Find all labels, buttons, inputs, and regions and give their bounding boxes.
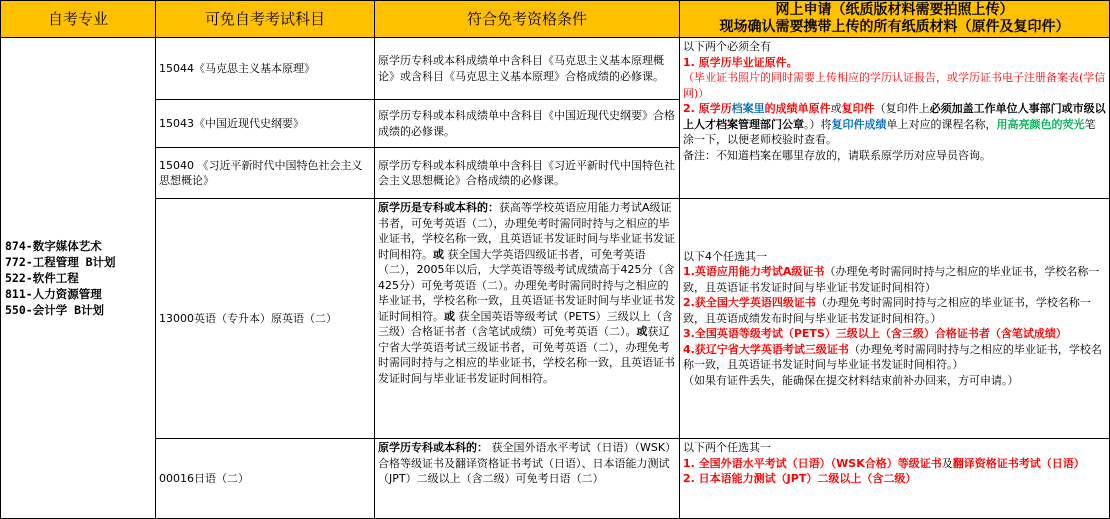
header-apply-line2: 现场确认需要携带上传的所有纸质材料（原件及复印件）: [719, 19, 1070, 35]
materials-cell-japanese: [680, 439, 1110, 519]
header-major: 自考专业: [1, 1, 156, 38]
header-condition: 符合免考资格条件: [375, 1, 680, 38]
header-row: [1, 1, 1110, 38]
condition-cell: 原学历专科或本科的： 获全国外语水平考试（日语）（WSK）合格等级证书及翻译资格证书考试（日语）、日本语能力测试（JPT）二级以上（含二级）可免考日语（二）: [375, 439, 680, 519]
subject-cell: 15040 《习近平新时代中国特色社会主义思想概论》: [156, 148, 375, 199]
materials-cell-english: [680, 199, 1110, 439]
materials-item: 1. 全国外语水平考试（日语）（WSK合格）等级证书及翻译资格证书考试（日语）: [683, 456, 1085, 470]
materials-item: 1.英语应用能力考试A级证书（办理免考时需同时持与之相应的毕业证书，学校名称一致，且英语证书发证时间与毕业证书发证时间相符）: [683, 265, 1100, 294]
materials-intro: 以下两个必须全有: [683, 40, 771, 53]
subject-cell: 13000英语（专升本）原英语（二）: [156, 199, 375, 439]
condition-cell: 原学历是专科或本科的：获高等学校英语应用能力考试A级证书者，可免考英语（二），办理免考时需同时持与之相应的毕业证书，学校名称一致，且英语证书发证时间与毕业证书发证时间相符。或 获全国大学英语四级证书者，可免考英语（二），2005年以后，大学英语等级考试成绩高于425分（含425分）可免考英语（二）。办理免考时需同时持与之相应的毕业证书，学校名称一致，且英语证书发证时间与毕业证书发证时间相符。或 获全国英语等级考试（PETS）三级以上（含三级）合格证书者（含笔试成绩）可免考英语（二）。或获辽宁省大学英语考试三级证书者，可免考英语（二），办理免考时需同时持与之相应的毕业证书，学校名称一致，且英语证书发证时间与毕业证书发证时间相符。: [375, 199, 680, 439]
materials-item: 2.获全国大学英语四级证书（办理免考时需同时持与之相应的毕业证书，学校名称一致，且英语成绩发布时间与毕业证书发证时间相符。）: [683, 296, 1091, 325]
materials-cell-politics: [680, 38, 1110, 199]
materials-note: （如果有证件丢失，能确保在提交材料结束前补办回来，方可申请。）: [683, 373, 1019, 387]
materials-item: 4.获辽宁省大学英语考试三级证书（办理免考时需同时持与之相应的毕业证书，学校名称一致，且英语证书发证时间与毕业证书发证时间相符。）: [683, 342, 1102, 372]
table-row: [1, 439, 1110, 519]
header-subject: 可免自考考试科目: [156, 1, 375, 38]
subject-cell: 00016日语（二）: [156, 439, 375, 519]
condition-cell: 原学历专科或本科成绩单中含科目《马克思主义基本原理概论》或含科目《马克思主义基本原理》合格成绩的必修课。: [375, 38, 680, 100]
materials-item: 2. 原学历档案里的成绩单原件或复印件（复印件上必须加盖工作单位人事部门或市级以上人才档案管理部门公章。）将复印件成绩单上对应的课程名称，用高亮颜色的荧光笔涂一下，以便老师校验时查看。: [683, 102, 1106, 146]
materials-intro: 以下4个任选其一: [683, 249, 767, 263]
major-item: 522-软件工程: [5, 271, 79, 285]
major-list: [1, 38, 156, 519]
condition-cell: 原学历专科或本科成绩单中含科目《中国近现代史纲要》合格成绩的必修课。: [375, 100, 680, 148]
condition-cell: 原学历专科或本科成绩单中含科目《习近平新时代中国特色社会主义思想概论》合格成绩的必修课。: [375, 148, 680, 199]
table-row: [1, 199, 1110, 439]
header-apply: [680, 1, 1110, 38]
major-item: 550-会计学 B计划: [5, 303, 105, 317]
materials-note: 备注：不知道档案在哪里存放的，请联系原学历对应导员咨询。: [683, 148, 991, 162]
materials-item: 3.全国英语等级考试（PETS）三级以上（含三级）合格证书者（含笔试成绩）: [683, 327, 1067, 341]
materials-item: 1. 原学历毕业证原件。: [683, 55, 798, 69]
major-item: 811-人力资源管理: [5, 287, 102, 301]
major-item: 772-工程管理 B计划: [5, 255, 116, 269]
header-apply-line1: 网上申请（纸质版材料需要拍照上传）: [775, 2, 1014, 18]
subject-cell: 15044《马克思主义基本原理》: [156, 38, 375, 100]
major-item: 874-数字媒体艺术: [5, 239, 102, 253]
materials-intro: 以下两个任选其一: [683, 441, 771, 454]
materials-note: （毕业证书照片的同时需要上传相应的学历认证报告，或学历证书电子注册备案表(学信网)）: [683, 71, 1106, 100]
table-row: [1, 38, 1110, 100]
materials-item: 2. 日本语能力测试（JPT）二级以上（含二级）: [683, 472, 917, 485]
subject-cell: 15043《中国近现代史纲要》: [156, 100, 375, 148]
